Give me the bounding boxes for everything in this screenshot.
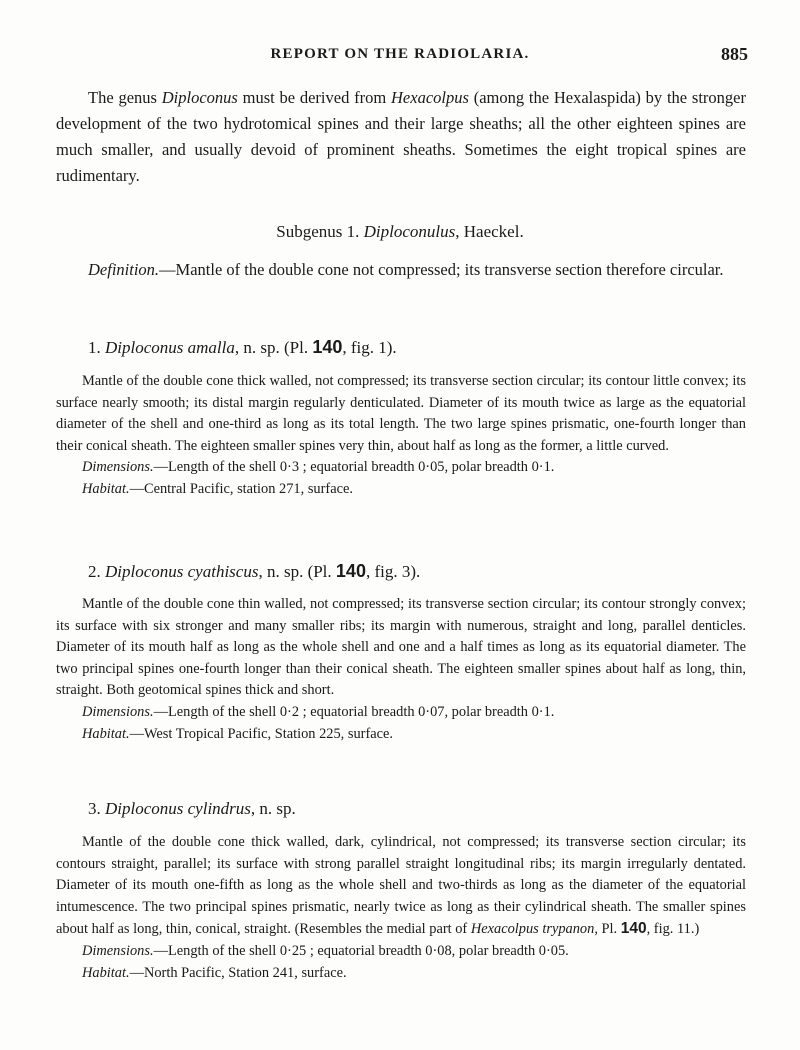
dimensions-line [56, 457, 746, 479]
definition-text: —Mantle of the double cone not compressed; its transverse section therefore circular. [159, 260, 724, 279]
plate-number: 140 [335, 561, 366, 581]
figure-ref: , fig. 3). [365, 562, 421, 581]
species-2-title [88, 561, 420, 582]
intro-text-3: (among the Hexalaspida) by the stronger development of the two hydrotomical spines and their large sheaths; all the other eighteen spines are much smaller, and usually devoid of prominent sheaths. Sometimes the eight tropical spines are rudimentary. [56, 88, 746, 185]
description-text-a: Mantle of the double cone thick walled, dark, cylindrical, not compressed; its transverse section circular; its contours straight, parallel; its surface with strong parallel straight longitudinal ribs; its margin irregularly dentated. Diameter of its mouth one-fifth as long as the whole shell and two-thirds as long as the diameter of the equatorial intumescence. The two principal spines prismatic, nearly twice as long as their cylindrical sheath. The smaller spines about half as long, thin, conical, straight. (Resembles the medial part of [56, 834, 746, 938]
dimensions-text: —Length of the shell 0·3 ; equatorial breadth 0·05, polar breadth 0·1. [153, 459, 555, 476]
intro-text-1: The genus [88, 88, 162, 107]
figure-ref: , fig. 1). [342, 338, 397, 357]
page-number: 885 [721, 44, 748, 64]
species-after-name: , n. sp. (Pl. [258, 562, 336, 581]
subgenus-suffix: , Haeckel. [455, 222, 524, 241]
dimensions-text: —Length of the shell 0·2 ; equatorial breadth 0·07, polar breadth 0·1. [153, 703, 555, 720]
dimensions-text: —Length of the shell 0·25 ; equatorial breadth 0·08, polar breadth 0·05. [153, 942, 569, 959]
species-number: 3. [88, 799, 105, 818]
habitat-text: —North Pacific, Station 241, surface. [129, 964, 347, 981]
species-after-name: , n. sp. [250, 799, 296, 818]
dimensions-label: Dimensions. [82, 703, 154, 720]
habitat-line [56, 963, 746, 985]
description-text: Mantle of the double cone thick walled, not compressed; its transverse section circular; its contour little convex; its surface nearly smooth; its distal margin regularly denticulated. Diameter of its mouth twice as large as the equatorial diameter of the shell and one-third as long as its total length. The two large spines prismatic, one-fourth longer than their conical sheath. The eighteen smaller spines very thin, about half as long as the former, a little curved. [56, 373, 746, 454]
habitat-text: —West Tropical Pacific, Station 225, surface. [129, 725, 393, 742]
definition-label: Definition. [88, 260, 160, 279]
dimensions-label: Dimensions. [82, 459, 154, 476]
species-number: 2. [88, 562, 105, 581]
dimensions-line [56, 702, 746, 724]
intro-paragraph [56, 85, 746, 189]
page-header [0, 44, 800, 68]
species-after-name: , n. sp. (Pl. [234, 338, 313, 357]
species-name: Diploconus cyathiscus [105, 562, 259, 581]
genus-name-2: Hexacolpus [391, 88, 469, 107]
species-1-description [56, 371, 746, 501]
habitat-label: Habitat. [82, 480, 130, 497]
species-3-title [88, 799, 296, 819]
subgenus-name: Diploconulus [363, 222, 456, 241]
plate-number: 140 [312, 337, 343, 357]
description-text [56, 832, 746, 941]
reference-plate-number: 140 [620, 920, 647, 938]
reference-species-name: Hexacolpus trypanon [470, 921, 595, 938]
intro-text-2: must be derived from [237, 88, 391, 107]
habitat-line [56, 479, 746, 501]
species-name: Diploconus amalla [105, 338, 235, 357]
habitat-label: Habitat. [82, 964, 130, 981]
habitat-line [56, 724, 746, 746]
habitat-label: Habitat. [82, 725, 130, 742]
dimensions-line [56, 941, 746, 963]
reference-fig: , fig. 11.) [646, 921, 700, 938]
species-name: Diploconus cylindrus [105, 799, 251, 818]
species-2-description [56, 594, 746, 745]
subgenus-prefix: Subgenus 1. [276, 222, 364, 241]
species-3-description [56, 832, 746, 984]
genus-name: Diploconus [161, 88, 238, 107]
subgenus-heading [0, 222, 800, 242]
description-text: Mantle of the double cone thin walled, not compressed; its transverse section circular; its contour strongly convex; its surface with six stronger and many smaller ribs; its margin with numerous, straight and long, parallel denticles. Diameter of its mouth half as long as the whole shell and one and a half times as long as its equatorial diameter. The two principal spines one-fourth longer than their conical sheath. The eighteen smaller spines about half as long, thin, straight. Both geotomical spines thick and short. [56, 596, 746, 699]
dimensions-label: Dimensions. [82, 942, 154, 959]
species-1-title [88, 337, 397, 358]
species-number: 1. [88, 338, 105, 357]
running-title: REPORT ON THE RADIOLARIA. [270, 46, 530, 62]
reference-pl: , Pl. [594, 921, 621, 938]
definition-paragraph [56, 258, 746, 282]
habitat-text: —Central Pacific, station 271, surface. [129, 480, 353, 497]
